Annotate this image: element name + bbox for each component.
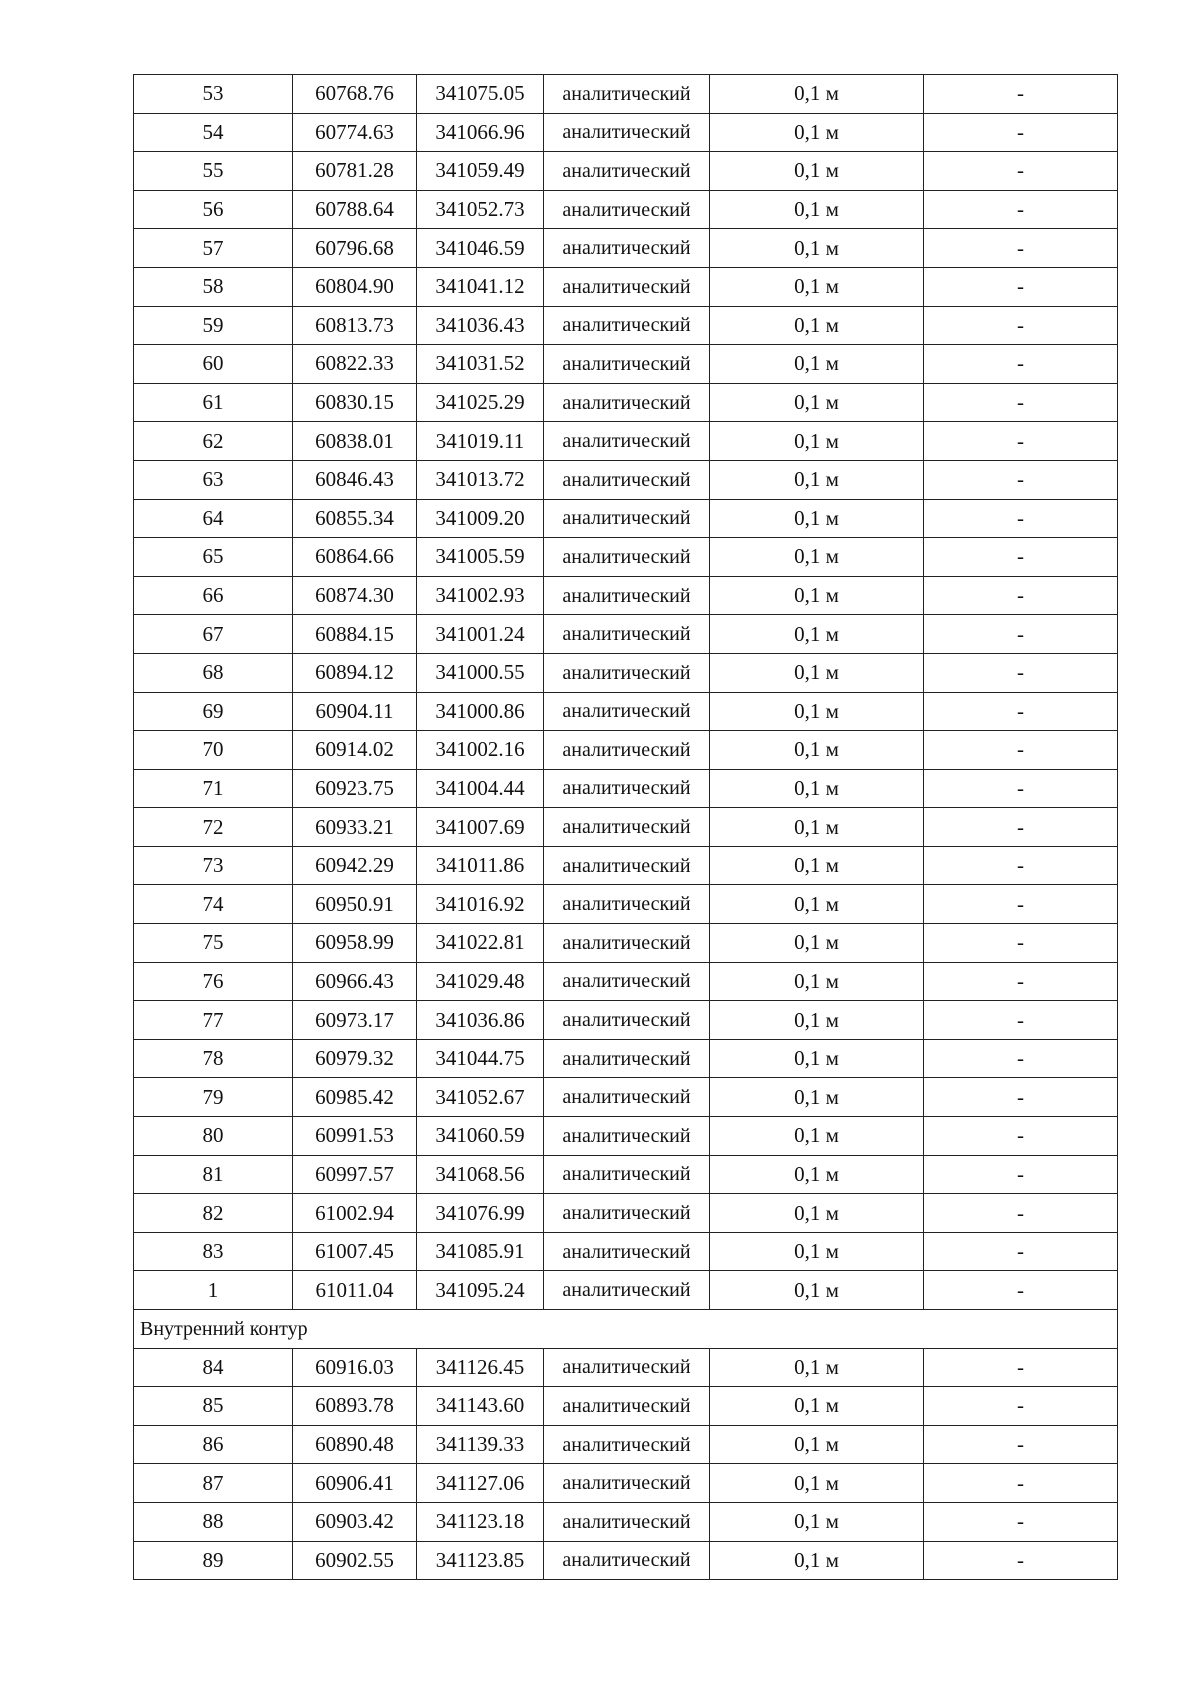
y-coordinate-cell: 341002.93 (417, 576, 544, 615)
point-number-cell: 71 (134, 769, 293, 808)
note-cell: - (924, 383, 1118, 422)
point-number-cell: 72 (134, 808, 293, 847)
y-coordinate-cell: 341036.43 (417, 306, 544, 345)
y-coordinate-cell: 341127.06 (417, 1464, 544, 1503)
y-coordinate-cell: 341025.29 (417, 383, 544, 422)
point-number-cell: 59 (134, 306, 293, 345)
method-cell: аналитический (544, 1271, 710, 1310)
accuracy-cell: 0,1 м (710, 1348, 924, 1387)
table-row (134, 731, 1118, 770)
x-coordinate-cell: 60884.15 (293, 615, 417, 654)
method-cell: аналитический (544, 190, 710, 229)
point-number-cell: 77 (134, 1001, 293, 1040)
x-coordinate-cell: 60997.57 (293, 1155, 417, 1194)
x-coordinate-cell: 60874.30 (293, 576, 417, 615)
note-cell: - (924, 1271, 1118, 1310)
method-cell: аналитический (544, 576, 710, 615)
note-cell: - (924, 1502, 1118, 1541)
point-number-cell: 62 (134, 422, 293, 461)
note-cell: - (924, 152, 1118, 191)
table-row (134, 1425, 1118, 1464)
point-number-cell: 68 (134, 653, 293, 692)
method-cell: аналитический (544, 113, 710, 152)
y-coordinate-cell: 341085.91 (417, 1232, 544, 1271)
accuracy-cell: 0,1 м (710, 576, 924, 615)
y-coordinate-cell: 341075.05 (417, 75, 544, 114)
y-coordinate-cell: 341068.56 (417, 1155, 544, 1194)
accuracy-cell: 0,1 м (710, 1001, 924, 1040)
method-cell: аналитический (544, 885, 710, 924)
method-cell: аналитический (544, 1117, 710, 1156)
y-coordinate-cell: 341029.48 (417, 962, 544, 1001)
y-coordinate-cell: 341011.86 (417, 846, 544, 885)
point-number-cell: 86 (134, 1425, 293, 1464)
accuracy-cell: 0,1 м (710, 1541, 924, 1580)
method-cell: аналитический (544, 1541, 710, 1580)
x-coordinate-cell: 61011.04 (293, 1271, 417, 1310)
method-cell: аналитический (544, 846, 710, 885)
x-coordinate-cell: 60813.73 (293, 306, 417, 345)
point-number-cell: 89 (134, 1541, 293, 1580)
note-cell: - (924, 576, 1118, 615)
accuracy-cell: 0,1 м (710, 1232, 924, 1271)
point-number-cell: 84 (134, 1348, 293, 1387)
table-row (134, 1348, 1118, 1387)
method-cell: аналитический (544, 1425, 710, 1464)
x-coordinate-cell: 60804.90 (293, 267, 417, 306)
y-coordinate-cell: 341004.44 (417, 769, 544, 808)
table-row (134, 460, 1118, 499)
accuracy-cell: 0,1 м (710, 75, 924, 114)
point-number-cell: 1 (134, 1271, 293, 1310)
point-number-cell: 75 (134, 924, 293, 963)
method-cell: аналитический (544, 1155, 710, 1194)
y-coordinate-cell: 341123.85 (417, 1541, 544, 1580)
x-coordinate-cell: 61002.94 (293, 1194, 417, 1233)
accuracy-cell: 0,1 м (710, 113, 924, 152)
table-row (134, 383, 1118, 422)
x-coordinate-cell: 60830.15 (293, 383, 417, 422)
accuracy-cell: 0,1 м (710, 808, 924, 847)
accuracy-cell: 0,1 м (710, 460, 924, 499)
accuracy-cell: 0,1 м (710, 499, 924, 538)
y-coordinate-cell: 341016.92 (417, 885, 544, 924)
coordinates-table-body (134, 75, 1118, 1580)
note-cell: - (924, 1155, 1118, 1194)
x-coordinate-cell: 60906.41 (293, 1464, 417, 1503)
point-number-cell: 64 (134, 499, 293, 538)
point-number-cell: 70 (134, 731, 293, 770)
accuracy-cell: 0,1 м (710, 1117, 924, 1156)
point-number-cell: 56 (134, 190, 293, 229)
x-coordinate-cell: 60903.42 (293, 1502, 417, 1541)
inner-contour-heading: Внутренний контур (134, 1310, 1118, 1349)
note-cell: - (924, 1464, 1118, 1503)
table-row (134, 1078, 1118, 1117)
method-cell: аналитический (544, 538, 710, 577)
note-cell: - (924, 1078, 1118, 1117)
y-coordinate-cell: 341013.72 (417, 460, 544, 499)
table-row (134, 1541, 1118, 1580)
y-coordinate-cell: 341041.12 (417, 267, 544, 306)
note-cell: - (924, 422, 1118, 461)
point-number-cell: 74 (134, 885, 293, 924)
note-cell: - (924, 962, 1118, 1001)
y-coordinate-cell: 341002.16 (417, 731, 544, 770)
note-cell: - (924, 1117, 1118, 1156)
note-cell: - (924, 267, 1118, 306)
x-coordinate-cell: 60985.42 (293, 1078, 417, 1117)
point-number-cell: 69 (134, 692, 293, 731)
accuracy-cell: 0,1 м (710, 924, 924, 963)
method-cell: аналитический (544, 962, 710, 1001)
y-coordinate-cell: 341044.75 (417, 1039, 544, 1078)
y-coordinate-cell: 341036.86 (417, 1001, 544, 1040)
x-coordinate-cell: 60966.43 (293, 962, 417, 1001)
point-number-cell: 55 (134, 152, 293, 191)
x-coordinate-cell: 60788.64 (293, 190, 417, 229)
point-number-cell: 60 (134, 345, 293, 384)
table-row (134, 538, 1118, 577)
x-coordinate-cell: 60768.76 (293, 75, 417, 114)
accuracy-cell: 0,1 м (710, 345, 924, 384)
table-row (134, 113, 1118, 152)
y-coordinate-cell: 341046.59 (417, 229, 544, 268)
table-row (134, 1039, 1118, 1078)
note-cell: - (924, 769, 1118, 808)
x-coordinate-cell: 60781.28 (293, 152, 417, 191)
section-row (134, 1310, 1118, 1349)
accuracy-cell: 0,1 м (710, 1194, 924, 1233)
accuracy-cell: 0,1 м (710, 1155, 924, 1194)
accuracy-cell: 0,1 м (710, 962, 924, 1001)
x-coordinate-cell: 60991.53 (293, 1117, 417, 1156)
point-number-cell: 81 (134, 1155, 293, 1194)
note-cell: - (924, 190, 1118, 229)
method-cell: аналитический (544, 422, 710, 461)
table-row (134, 1271, 1118, 1310)
method-cell: аналитический (544, 769, 710, 808)
y-coordinate-cell: 341031.52 (417, 345, 544, 384)
accuracy-cell: 0,1 м (710, 1425, 924, 1464)
y-coordinate-cell: 341095.24 (417, 1271, 544, 1310)
note-cell: - (924, 1387, 1118, 1426)
y-coordinate-cell: 341019.11 (417, 422, 544, 461)
x-coordinate-cell: 60846.43 (293, 460, 417, 499)
y-coordinate-cell: 341076.99 (417, 1194, 544, 1233)
table-row (134, 653, 1118, 692)
point-number-cell: 57 (134, 229, 293, 268)
accuracy-cell: 0,1 м (710, 152, 924, 191)
table-row (134, 1502, 1118, 1541)
note-cell: - (924, 846, 1118, 885)
note-cell: - (924, 731, 1118, 770)
note-cell: - (924, 692, 1118, 731)
method-cell: аналитический (544, 306, 710, 345)
table-row (134, 306, 1118, 345)
x-coordinate-cell: 60979.32 (293, 1039, 417, 1078)
point-number-cell: 58 (134, 267, 293, 306)
x-coordinate-cell: 60902.55 (293, 1541, 417, 1580)
point-number-cell: 82 (134, 1194, 293, 1233)
method-cell: аналитический (544, 808, 710, 847)
note-cell: - (924, 1194, 1118, 1233)
point-number-cell: 78 (134, 1039, 293, 1078)
note-cell: - (924, 653, 1118, 692)
y-coordinate-cell: 341126.45 (417, 1348, 544, 1387)
table-row (134, 769, 1118, 808)
method-cell: аналитический (544, 653, 710, 692)
x-coordinate-cell: 60916.03 (293, 1348, 417, 1387)
accuracy-cell: 0,1 м (710, 190, 924, 229)
x-coordinate-cell: 60904.11 (293, 692, 417, 731)
table-row (134, 267, 1118, 306)
accuracy-cell: 0,1 м (710, 383, 924, 422)
y-coordinate-cell: 341143.60 (417, 1387, 544, 1426)
note-cell: - (924, 1425, 1118, 1464)
x-coordinate-cell: 60914.02 (293, 731, 417, 770)
accuracy-cell: 0,1 м (710, 846, 924, 885)
table-row (134, 1387, 1118, 1426)
table-row (134, 808, 1118, 847)
note-cell: - (924, 1001, 1118, 1040)
accuracy-cell: 0,1 м (710, 1039, 924, 1078)
point-number-cell: 67 (134, 615, 293, 654)
y-coordinate-cell: 341052.67 (417, 1078, 544, 1117)
x-coordinate-cell: 60893.78 (293, 1387, 417, 1426)
note-cell: - (924, 808, 1118, 847)
note-cell: - (924, 1541, 1118, 1580)
accuracy-cell: 0,1 м (710, 1387, 924, 1426)
x-coordinate-cell: 60796.68 (293, 229, 417, 268)
accuracy-cell: 0,1 м (710, 885, 924, 924)
point-number-cell: 65 (134, 538, 293, 577)
x-coordinate-cell: 60923.75 (293, 769, 417, 808)
accuracy-cell: 0,1 м (710, 615, 924, 654)
x-coordinate-cell: 60950.91 (293, 885, 417, 924)
x-coordinate-cell: 60855.34 (293, 499, 417, 538)
x-coordinate-cell: 60973.17 (293, 1001, 417, 1040)
accuracy-cell: 0,1 м (710, 769, 924, 808)
x-coordinate-cell: 60933.21 (293, 808, 417, 847)
x-coordinate-cell: 60894.12 (293, 653, 417, 692)
table-row (134, 615, 1118, 654)
x-coordinate-cell: 60958.99 (293, 924, 417, 963)
method-cell: аналитический (544, 229, 710, 268)
y-coordinate-cell: 341007.69 (417, 808, 544, 847)
method-cell: аналитический (544, 692, 710, 731)
table-row (134, 1194, 1118, 1233)
method-cell: аналитический (544, 1348, 710, 1387)
y-coordinate-cell: 341022.81 (417, 924, 544, 963)
table-row (134, 422, 1118, 461)
table-row (134, 1117, 1118, 1156)
accuracy-cell: 0,1 м (710, 1271, 924, 1310)
point-number-cell: 85 (134, 1387, 293, 1426)
accuracy-cell: 0,1 м (710, 306, 924, 345)
table-row (134, 962, 1118, 1001)
point-number-cell: 53 (134, 75, 293, 114)
point-number-cell: 66 (134, 576, 293, 615)
table-row (134, 846, 1118, 885)
note-cell: - (924, 460, 1118, 499)
y-coordinate-cell: 341052.73 (417, 190, 544, 229)
method-cell: аналитический (544, 1194, 710, 1233)
accuracy-cell: 0,1 м (710, 422, 924, 461)
accuracy-cell: 0,1 м (710, 692, 924, 731)
table-row (134, 152, 1118, 191)
point-number-cell: 54 (134, 113, 293, 152)
method-cell: аналитический (544, 924, 710, 963)
point-number-cell: 88 (134, 1502, 293, 1541)
table-row (134, 75, 1118, 114)
method-cell: аналитический (544, 1232, 710, 1271)
y-coordinate-cell: 341059.49 (417, 152, 544, 191)
table-row (134, 1232, 1118, 1271)
y-coordinate-cell: 341066.96 (417, 113, 544, 152)
table-row (134, 499, 1118, 538)
accuracy-cell: 0,1 м (710, 731, 924, 770)
table-row (134, 1155, 1118, 1194)
table-row (134, 1001, 1118, 1040)
table-row (134, 576, 1118, 615)
x-coordinate-cell: 60890.48 (293, 1425, 417, 1464)
method-cell: аналитический (544, 615, 710, 654)
method-cell: аналитический (544, 460, 710, 499)
accuracy-cell: 0,1 м (710, 267, 924, 306)
table-row (134, 885, 1118, 924)
point-number-cell: 73 (134, 846, 293, 885)
x-coordinate-cell: 60864.66 (293, 538, 417, 577)
table-row (134, 345, 1118, 384)
method-cell: аналитический (544, 1464, 710, 1503)
y-coordinate-cell: 341005.59 (417, 538, 544, 577)
table-row (134, 692, 1118, 731)
y-coordinate-cell: 341001.24 (417, 615, 544, 654)
method-cell: аналитический (544, 1001, 710, 1040)
accuracy-cell: 0,1 м (710, 653, 924, 692)
note-cell: - (924, 113, 1118, 152)
x-coordinate-cell: 61007.45 (293, 1232, 417, 1271)
accuracy-cell: 0,1 м (710, 538, 924, 577)
note-cell: - (924, 1348, 1118, 1387)
note-cell: - (924, 924, 1118, 963)
table-row (134, 229, 1118, 268)
point-number-cell: 61 (134, 383, 293, 422)
note-cell: - (924, 1232, 1118, 1271)
method-cell: аналитический (544, 267, 710, 306)
point-number-cell: 83 (134, 1232, 293, 1271)
note-cell: - (924, 499, 1118, 538)
point-number-cell: 79 (134, 1078, 293, 1117)
y-coordinate-cell: 341060.59 (417, 1117, 544, 1156)
y-coordinate-cell: 341009.20 (417, 499, 544, 538)
accuracy-cell: 0,1 м (710, 229, 924, 268)
accuracy-cell: 0,1 м (710, 1502, 924, 1541)
y-coordinate-cell: 341000.55 (417, 653, 544, 692)
y-coordinate-cell: 341000.86 (417, 692, 544, 731)
method-cell: аналитический (544, 1039, 710, 1078)
method-cell: аналитический (544, 152, 710, 191)
table-row (134, 924, 1118, 963)
note-cell: - (924, 1039, 1118, 1078)
x-coordinate-cell: 60942.29 (293, 846, 417, 885)
note-cell: - (924, 885, 1118, 924)
point-number-cell: 76 (134, 962, 293, 1001)
note-cell: - (924, 229, 1118, 268)
x-coordinate-cell: 60822.33 (293, 345, 417, 384)
y-coordinate-cell: 341123.18 (417, 1502, 544, 1541)
method-cell: аналитический (544, 1387, 710, 1426)
method-cell: аналитический (544, 1078, 710, 1117)
x-coordinate-cell: 60774.63 (293, 113, 417, 152)
coordinates-table (133, 74, 1118, 1580)
point-number-cell: 80 (134, 1117, 293, 1156)
note-cell: - (924, 615, 1118, 654)
note-cell: - (924, 345, 1118, 384)
point-number-cell: 87 (134, 1464, 293, 1503)
method-cell: аналитический (544, 1502, 710, 1541)
accuracy-cell: 0,1 м (710, 1078, 924, 1117)
note-cell: - (924, 75, 1118, 114)
method-cell: аналитический (544, 731, 710, 770)
method-cell: аналитический (544, 345, 710, 384)
note-cell: - (924, 538, 1118, 577)
x-coordinate-cell: 60838.01 (293, 422, 417, 461)
table-row (134, 1464, 1118, 1503)
y-coordinate-cell: 341139.33 (417, 1425, 544, 1464)
accuracy-cell: 0,1 м (710, 1464, 924, 1503)
method-cell: аналитический (544, 499, 710, 538)
point-number-cell: 63 (134, 460, 293, 499)
note-cell: - (924, 306, 1118, 345)
method-cell: аналитический (544, 383, 710, 422)
method-cell: аналитический (544, 75, 710, 114)
table-row (134, 190, 1118, 229)
